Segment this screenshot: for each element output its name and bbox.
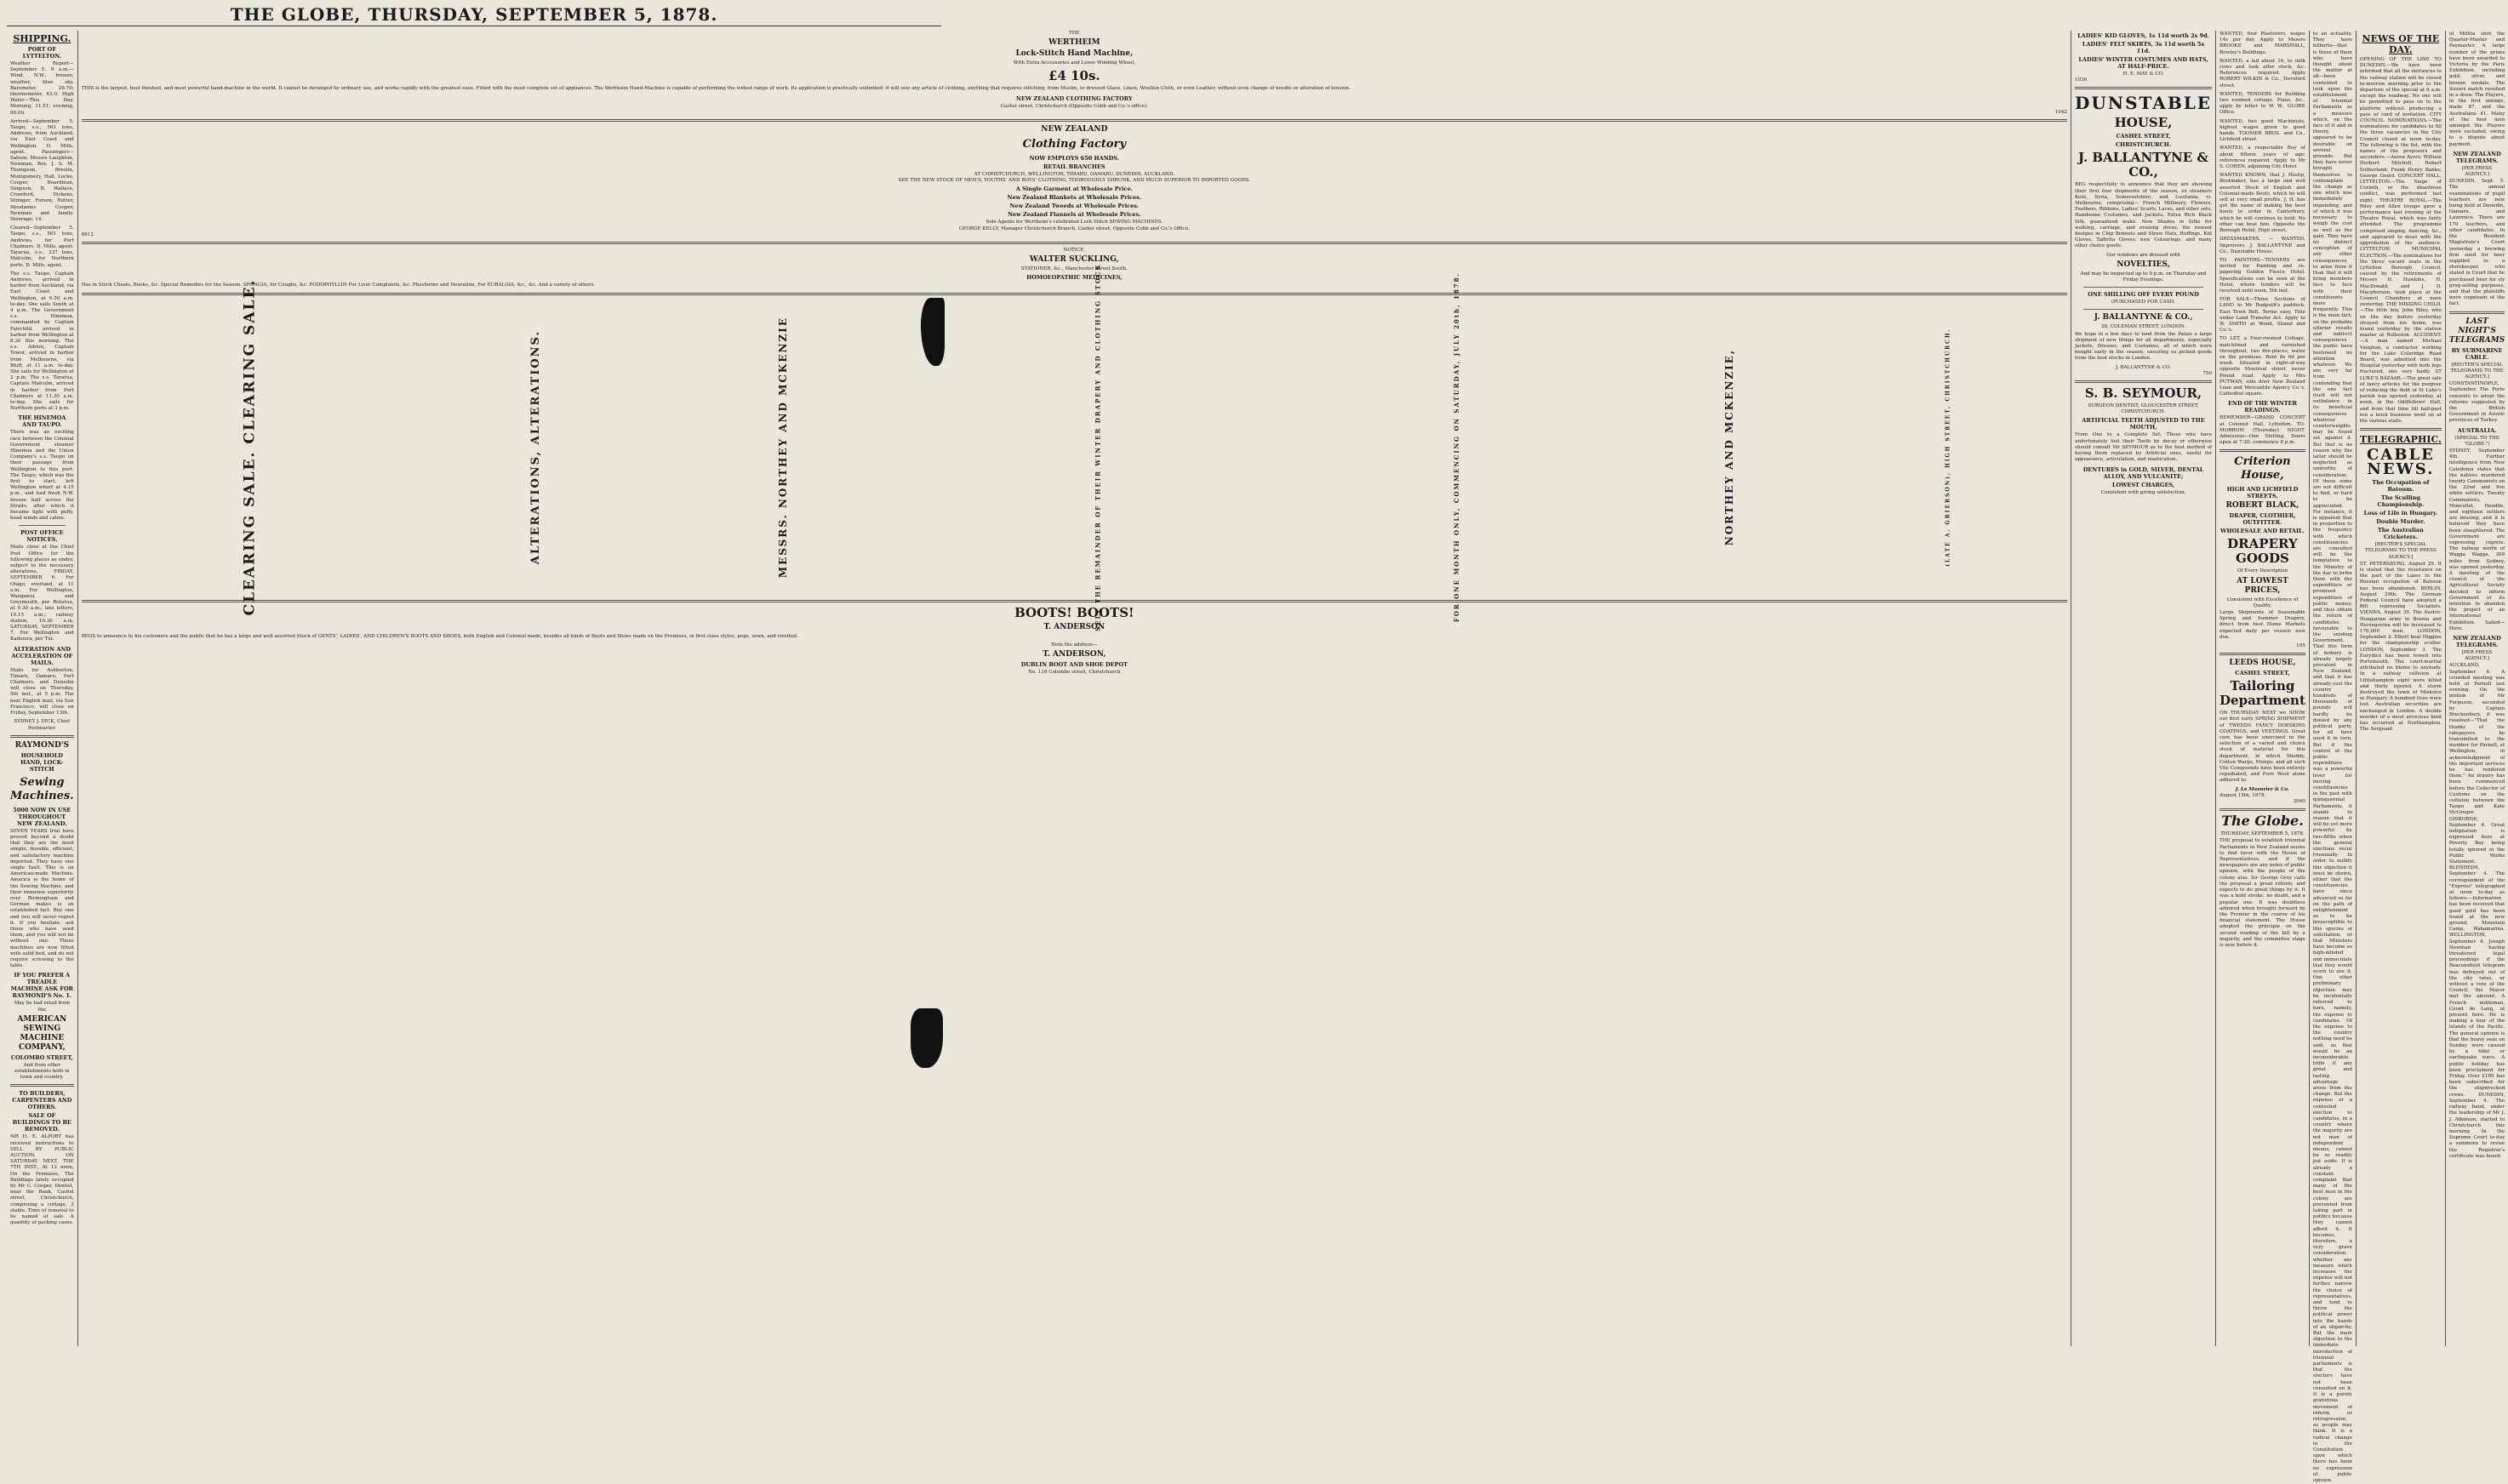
- wertheim-heading: WERTHEIM: [1048, 38, 1100, 48]
- readings-heading: END OF THE WINTER READINGS.: [2227, 400, 2297, 414]
- seymour-heading: S. B. SEYMOUR,: [2084, 385, 2202, 402]
- shipping-heading: SHIPPING.: [13, 33, 71, 44]
- classified-dressmakers: DRESSMAKERS. — WANTED, Improvers. J. BALLANTYNE and Co., Dunstable House.: [2219, 237, 2305, 254]
- divider: [2360, 428, 2442, 431]
- dentures-line: DENTURES in GOLD, SILVER, DENTAL ALLOY, AND VULCANITE;: [2082, 465, 2204, 480]
- winter-costumes: LADIES' WINTER COSTUMES AND HATS, AT HALF-PRICE.: [2078, 56, 2208, 70]
- manager-line: GEORGE KELLY, Manager Christchurch Branch, Cashel street, Opposite Cobb and Co.'s Office.: [958, 225, 1190, 231]
- paper-damage: [911, 1008, 943, 1068]
- robert-black: ROBERT BLACK,: [2225, 501, 2299, 511]
- tailoring-text: ON THURSDAY NEXT we SHOW our first early SPRING SHIPMENT of TWEEDS FANCY DOESKINS COATINGS, and VESTINGS. Great care has been exercised in the selection of a varied and choice stock of material for this department, in which Shoddy, Cotton Warps, Mungo, and all such Vile Compounds have been entirely repudiated, and Pure Wool alone adhered to.: [2219, 711, 2305, 784]
- suckling-goods: Has in Stock Cheats, Books, &c. Special Remedies for the Season. SPONGIA, for Coughs, &c. PODOPHYLLIN For Liver Complaints, &c. Phosferine and Neuraline, For EURALGIA, &c., &c. And a variety of others.: [81, 283, 596, 288]
- shilling-off: ONE SHILLING OFF EVERY POUND: [2088, 291, 2199, 299]
- hinemoa-heading: THE HINEMOA AND TAUPO.: [18, 414, 66, 429]
- news-heading: NEWS OF THE DAY.: [2362, 33, 2440, 55]
- seymour-sub: SURGEON DENTIST, GLOUCESTER STREET, CHRISTCHURCH.: [2088, 403, 2199, 415]
- masurier-number: 2040: [2293, 799, 2305, 805]
- submarine-heading: BY SUBMARINE CABLE.: [2451, 346, 2503, 361]
- blankets-line: New Zealand Blankets at Wholesale Prices.: [1007, 194, 1142, 202]
- raymond-in-use: 5000 NOW IN USE THROUGHOUT NEW ZEALAND.: [13, 806, 71, 827]
- last-night-heading: LAST NIGHT'S TELEGRAMS: [2448, 317, 2505, 345]
- boots-heading: BOOTS! BOOTS!: [1014, 604, 1134, 620]
- column-2: [77, 31, 2071, 1346]
- ballantyne-signature: J. BALLANTYNE & CO.: [2115, 364, 2172, 370]
- divider: [82, 600, 2067, 602]
- column-4: [2215, 31, 2309, 1346]
- leeds-heading: LEEDS HOUSE,: [2229, 659, 2296, 668]
- palais-text: We hope in a few days to land from the Palais a large shipment of new things for all departments, especially Jackets, Dresses, and Costumes, all of which were bought early in the season, ensuring us picked goods from the best stocks in London.: [2075, 331, 2213, 362]
- wertheim-text: THIS is the largest, best finished, and most powerful hand-machine in the world. It cannot be deranged by ordinary use, and works rapidly with the greatest ease. Fitted with the most complete set of appliances. The Wertheim Hand-Machine is capable of performing the widest range of work. Its application is practically unlimited: it will sew any article of clothing, anything that requires stitching, from Muslin, to dressed Glace, Linen, Woollen Cloth, or even Leather, without even change of needle or alteration of tension.: [81, 86, 1351, 92]
- anderson-note: Note the address—: [1051, 642, 1098, 648]
- novelties-heading: NOVELTIES,: [2117, 260, 2170, 269]
- builders-heading: TO BUILDERS, CARPENTERS AND OTHERS.: [12, 1090, 72, 1111]
- anderson-heading: T. ANDERSON: [1043, 622, 1105, 631]
- teeth-heading: ARTIFICIAL TEETH ADJUSTED TO THE MOUTH,: [2082, 417, 2205, 431]
- classified-painters: TO PAINTERS—TENDERS are invited for Painting and re-papering Golden Fleece Hotel. Specifications can be seen at the Hotel, where tenders will be received until noon, 5th inst.: [2219, 257, 2305, 294]
- masurier-date: August 15th, 1878.: [2219, 792, 2266, 798]
- cable-headline: The Sculling Championship.: [2377, 494, 2425, 509]
- wertheim-price: £4 10s.: [1048, 68, 1100, 84]
- readings-text: REMEMBER—GRAND CONCERT at Colonist Hall, Lyttelton. TO-MORROW (Thursday) NIGHT. Admission—One Shilling. Doors open at 7.20; commence 8 p.m.: [2219, 415, 2305, 446]
- lowest-charges: LOWEST CHARGES,: [2111, 481, 2175, 488]
- column-5: [2309, 31, 2356, 1483]
- anderson-address: No. 116 Colombo street, Christchurch: [1028, 670, 1121, 676]
- classified-wanted: WANTED, a lad about 16, to milk cows and look after stock, &c. References required. Apply ROBERT WILKIN & Co., Hereford street.: [2219, 58, 2305, 88]
- telegraphic-heading: TELEGRAPHIC.: [2359, 434, 2442, 446]
- alteration-text: Mails for Ashburton, Timaru, Oamaru, Port Chalmers, and Dunedin will close on Thursday, 5th inst., at 5 p.m. The next English mail, via San Francisco, will close on Friday, September 13th.: [10, 667, 74, 716]
- weather-report: Weather Report—September 5. 9 a.m.—Wind, N.W., breeze; weather, blue sky. Barometer, 29.70; thermometer, 63.0. High Water—This Day. Morning, 11.51; evening, 00.00.: [10, 61, 74, 116]
- treadle-note: IF YOU PREFER A TREADLE MACHINE ASK FOR RAYMOND'S No. 1.: [10, 972, 73, 1000]
- cleared-list: Cleared—September 5. Taupo, s.s., 561 tons, Andrews, for Port Chalmers. D. Mills, agent. Tararua, s.s., 337 tons, Malcolm, for Northern ports. D. Mills, agent.: [10, 225, 74, 268]
- dunstable-heading: DUNSTABLE: [2075, 93, 2213, 114]
- divider: [82, 293, 2067, 295]
- may-signature: H. E. MAY & CO.: [2122, 71, 2164, 77]
- divider: [82, 242, 2067, 244]
- constantinople-text: CONSTANTINOPLE, September. The Porte consents to adopt the reforms suggested by the British Government in Asiatic provinces of Turkey.: [2448, 381, 2505, 424]
- classified-wanted: WANTED, a respectable Boy of about fifteen years of age; references required. Apply to Mr S. COHEN, adjoining City Hotel.: [2219, 146, 2305, 170]
- shipping-news: The s.s. Taupo, Captain Andrews, arrived in harbor from Auckland, via East Coast and Wellington, at 6.50 a.m. to-day. She sails South at 4 p.m. The Government s.s. Hinemoa, commanded by Captain Fairchild, arrived in harbor from Wellington at 8.30 this morning. The s.s. Albion, Captain Tower, arrived in harbor from Melbourne, via Bluff, at 11 a.m. to-day. She sails for Wellington at 2 p.m. The s.s. Tararua, Captain Malcolm, arrived in harbor from Port Chalmers at 11.30 a.m. to-day. She sails for Northern ports at 3 p.m.: [10, 271, 74, 412]
- divider: [2075, 87, 2212, 89]
- classified-wanted: WANTED, two good Machinists, highest wages given to good hands. TOOMER BROS. and Co., Lichfield street.: [2219, 118, 2305, 143]
- anderson-text: BEGS to announce to his customers and the public that he has a large and well assorted Stock of GENTS', LADIES', AND CHILDREN'S BOOTS AND SHOES, both English and Colonial made, besides all kinds of Boots and Shoes made on the Premises, in first-class styles, pegs, sewn, and rivetted.: [81, 633, 798, 639]
- tailoring-heading: Tailoring Department: [2219, 678, 2305, 709]
- masthead: THE GLOBE, THURSDAY, SEPTEMBER 5, 1878.: [230, 4, 718, 25]
- news-text: OPENING OF THE LINE TO DUNEDIN.—We have been informed that all the entrances to the railway station will be closed to-morrow morning prior to the departure of the special at 6 a.m. except the roadway. No one will be permitted to pass on to the platform without producing a pass or card of invitation. CITY COUNCIL NOMINATIONS.—The nominations for candidates to fill the three vacancies in the City Council closed at noon to-day. The following is the list, with the names of the proposers and seconders.—Aaron Ayers; William Herbert Mitchell, Robert Sutherland; Frank Henry Banks; George Gould. CONCERT HALL, LYTTELTON.—The Siege of Corinth, or the disastrous conflict, was performed last night. THEATRE ROYAL.—The Riley and Allen troupe gave a performance last evening at the Theatre Royal, which was fairly attended. The programme comprised singing, dancing, &c., and appeared to meet with the approbation of the audience. LYTTELTON MUNICIPAL ELECTION.—The nominations for the three vacant seats in the Lyttelton Borough Council, caused by the retirements of Messrs H. Hawkins, H. MacDonald, and J. D. Macpherson, took place at the Council Chambers at noon yesterday. THE MISSING CHILD.—The little boy, John Riley, who on the day before yesterday strayed from his home, was found yesterday by the station master at Rolleston. ACCIDENT.—A man named Michael Vaughan, a contractor working for the Lake Coleridge Road Board, was admitted into the Hospital yesterday with both legs fractured, one very badly. ST LUKE'S BAZAAR.—The great sale of fancy articles for the purpose of reducing the debt of St Luke's parish was opened yesterday, at noon, in the Oddfellows' Hall, and from that time till half-past ten a brisk business went on at the various stalls.: [2359, 57, 2442, 424]
- classified-wanted: WANTED KNOWN, that J. Heslip, Bootmaker, has a large and well assorted Stock of English and Colonial-made Boots, which he will sell at very small profits. J. H. has got the name of making the best boots to order in Canterbury, which he will continue to hold. No other can beat him. Opposite the Borough Hotel, High street.: [2219, 173, 2305, 234]
- column-6: [2356, 31, 2445, 1346]
- globe-date: THURSDAY, SEPTEMBER 5, 1878.: [2220, 831, 2305, 837]
- company-address: COLOMBO STREET,: [10, 1053, 73, 1061]
- divider: [2219, 653, 2305, 655]
- notice-label: NOTICE.: [1063, 248, 1086, 254]
- raymond-heading: RAYMOND'S: [14, 740, 70, 750]
- divider: [2075, 380, 2212, 383]
- classified-for-sale: FOR SALE—Three Sections of LAND in Mr Rudputh's paddock, East Town Belt. Terms easy. Title under Land Transfer Act. Apply to W. SMITH at Wood, Shand and Co.'s.: [2219, 297, 2305, 334]
- special-globe-note: (SPECIAL TO THE "GLOBE."): [2454, 435, 2499, 447]
- ballantyne-number: 750: [2202, 370, 2213, 376]
- company-intro: May be had retail from the: [14, 1001, 70, 1013]
- divider: [2083, 309, 2203, 310]
- divider: [19, 525, 66, 526]
- press-agency-note-2: [PER PRESS AGENCY.]: [2461, 650, 2493, 662]
- sewing-company: AMERICAN SEWING MACHINE COMPANY,: [17, 1014, 67, 1052]
- editorial-text: THE proposal to establish triennial Parliaments in New Zealand seems to find favor with the House of Representatives, and if the newspapers are any index of public opinion, with the people of the colony also. Sir George Grey calls the proposal a great reform, and expects to do great things by it. It was a bold stroke, no doubt, and a popular one. It was doubtless admired when brought forward by the Premier in the course of his financial statement. The House adopted the principle on the second reading of the bill by a majority, and the committee stage is now before it.: [2219, 838, 2305, 948]
- divider: [2219, 449, 2305, 452]
- may-number: 1036: [2075, 77, 2088, 83]
- lowest-prices: AT LOWEST PRICES,: [2237, 576, 2288, 595]
- anderson-name: T. ANDERSON,: [1043, 650, 1106, 659]
- drapery-heading: DRAPERY GOODS: [2227, 536, 2298, 567]
- inspected-text: And may be inspected up to 9 p.m. on Thursday and Friday Evenings.: [2080, 271, 2207, 283]
- globe-heading: The Globe.: [2221, 813, 2304, 830]
- post-office-text: Mails close at the Chief Post Office for the following places as under, subject to the necessary alterations. FRIDAY, SEPTEMBER 6. For Otago, overland, at 11 a.m. For Wellington, Wanganui, and Greymouth, per Rotorua, at 9.30 a.m.; late letters, 10.15 a.m.; railway station, 10.30 a.m. SATURDAY, SEPTEMBER 7. For Wellington and Kaikoura, per Tui.: [10, 545, 74, 642]
- cable-headline: Loss of Life in Hungary.: [2363, 510, 2438, 517]
- cable-text: ST. PETERSBURG, August 29. It is stated that the resistance on the part of the Lazes to the Russian occupation of Batoum has been abandoned. BERLIN, August 29th. The German Federal Council have adopted a Bill repressing Socialists. VIENNA, August 30. The Austro-Hungarian army in Bosnia and Herzegovina will be increased to 170,000 men. LONDON, September 2. Elliott beat Higgins for the championship sculler. LONDON, September 3. The Eurydice has been towed into Portsmouth. The court-martial attributed no blame to anybody. In a railway collision at Littlehampton eight were killed and thirty injured. A storm destroyed the town of Miskolcz in Hungary. A hundred lives were lost. Australian securities are unchanged in London. A double murder of a most atrocious kind has occurred at Northampton. The Sergeant: [2359, 561, 2442, 733]
- sewing-machines-title: Sewing Machines.: [10, 775, 74, 802]
- column-7: [2445, 31, 2508, 1346]
- leeds-address: CASHEL STREET,: [2235, 670, 2290, 677]
- northey-address: (LATE A. GRIERSON), HIGH STREET, CHRISTCHURCH.: [1945, 328, 1951, 567]
- new-stock: SEE THE NEW STOCK OF MEN'S, YOUTHS' AND BOYS' CLOTHING, THOROUGHLY SHRUNK, AND MUCH SUPERIOR TO IMPORTED GOODS.: [898, 178, 1251, 184]
- clearing-sale-title: CLEARING SALE. CLEARING SALE.: [241, 278, 259, 616]
- criterion-heading: Criterion House,: [2234, 455, 2291, 482]
- classified-wanted: WANTED, four Plasterers, wages 14s per day. Apply to Messrs BROOKE and MARSHALL, Rowley's Buildings.: [2219, 31, 2305, 55]
- purchased-for-cash: (PURCHASED FOR CASH.: [2111, 300, 2176, 305]
- sole-agents: Sole Agents for Wertheim's celebrated Lock Stitch SEWING MACHINES.: [985, 220, 1163, 225]
- ballantyne-text: BEG respectfully to announce that they are showing their first four shipments of the season, ex steamers Kent, Syria, Somersetshire, and Lusitania, vi. Melbourne, comprising— French Millinery, Flowers, Feathers, Ribbons, Ladies' Scarfs, Laces, and other sets; Handsome Costumes, and Jackets, Extra Rich Black Silk, guaranteed make. New Shades in Silks for walking, carriage, and evening dress; the newest designs in Chip Bonnets and Straw Hats, Ruffings, Kid Gloves, Taffetta Gloves; new Colourings, and many other choice goods.: [2075, 182, 2213, 249]
- messrs-title: MESSRS. NORTHEY AND MCKENZIE: [776, 317, 789, 579]
- wholesale-line: A Single Garment at Wholesale Price.: [1015, 186, 1133, 193]
- clothing-factory-title: Clothing Factory: [1022, 138, 1127, 151]
- sell-text: SELL THE REMAINDER OF THEIR WINTER DRAPERY AND CLOTHING STOCK: [1094, 263, 1102, 631]
- masurier-signature: J. Le Masurier & Co.: [2235, 786, 2290, 792]
- wertheim-extra: With Extra Accessories and Loose Winding Wheel,: [1013, 60, 1135, 66]
- australia-text: SYDNEY, September 4th. Further intelligence from New Caledonia states that the natives murdered twenty Communists on the 22nd and five white settlers. Twenty Communists, Moncellet, Hendlie, and eighteen settlers are missing, and it is believed they have been slaughtered. The Government are expressing regrets. The railway worth of Wagga Wagga, 309 miles from Sydney, was opened yesterday. A meeting of the council of the Agricultural Society decided to inform Government of its intention to abandon the project of an International Exhibition. Sailed—Hero.: [2448, 448, 2505, 631]
- criterion-address: HIGH AND LICHFIELD STREETS.: [2226, 486, 2299, 500]
- coleman-street: 28, COLEMAN STREET, LONDON.: [2101, 324, 2185, 330]
- house-heading: HOUSE,: [2114, 115, 2173, 131]
- windows-text: Our windows are dressed with: [2106, 252, 2180, 258]
- divider: [10, 1084, 74, 1087]
- divider: [2449, 311, 2505, 314]
- ballantyne-heading: J. BALLANTYNE & CO.,: [2078, 150, 2208, 180]
- reuter-note: [REUTER'S SPECIAL TELEGRAMS TO THE AGENCY.]: [2450, 362, 2504, 380]
- column-3: [2071, 31, 2215, 1346]
- suckling-heading: WALTER SUCKLING,: [1029, 255, 1119, 265]
- new-zealand-heading: NEW ZEALAND: [1041, 125, 1108, 134]
- homoeopathic-heading: HOMOEOPATHIC MEDICINES,: [1026, 274, 1123, 282]
- raymond-text: SEVEN YEARS trial have proved beyond a doubt that they are the most simple, durable, efficient, and satisfactory machine imported. They have one single fault. This is an American-made Machine. America is the home of the Sewing Machine, and their immense superiority over Birmingham and German makes is an established fact. Buy one and you will never regret it. If you hesitate, ask those who have used them, and you will not be without one. These machines are now fitted with solid bed, and do not require screwing to the table.: [10, 828, 74, 969]
- nz-telegrams-text: DUNEDIN, Sept. 5. The annual examinations of pupil teachers are now being held at Dunedin, Oamaru, and Lawrence. There are 170 teachers, and other candidates. In the Resident Magistrate's Court yesterday a brewing firm sued for beer supplied to a storekeeper, who stated in Court that he purchased beer for sly grog-selling purposes, and that the plaintiffs were cognisant of the fact.: [2448, 179, 2505, 307]
- column-1: [7, 31, 77, 1346]
- nz-telegrams-text-2: AUCKLAND, September 4. A crowded meeting was held at Parnell last evening. On the motion of Mr Ferguson, seconded by Captain Breckenbury, it was resolved—"That the thanks of the ratepayers be transmitted to the member for Parnell, at Wellington, in acknowledgment of the important services he has rendered them." An inquiry has been commenced before the Collector of Customs on the collision between the Taupo and Kate McGregor. GISBORNE, September 4. Great indignation is expressed here at Poverty Bay being totally ignored in the Public Works Statement. BLENHEIM, September 4. The correspondent of the "Express" telegraphed at noon to-day as follows:—Information has been received that good gold has been found at the new ground, Mountain Camp, Wakamarina. WELLINGTON, September 4. Joseph Newman having threatened legal proceedings if the Beaconsfield telegram was defrayed out of the city rates, or without a vote of the Council, the Mayor met the amount. A French nobleman, Count de Lang, at present here. He is making a tour of the islands of the Pacific. The general opinion is that the heavy seas on Sunday were caused by a tidal or earthquake wave. A public holiday has been proclaimed for Friday. Over £100 has been subscribed for the shipwrecked crews. DUNEDIN, September 4. The railway band, under the leadership of Mr J. J. Atkinson, started to Christchurch this morning. In the Supreme Court to-day a summons to revise the Registrar's certificate was heard.: [2448, 663, 2505, 1159]
- nz-clothing-heading: NEW ZEALAND CLOTHING FACTORY: [1016, 94, 1133, 102]
- flannels-line: New Zealand Flannels at Wholesale Prices.: [1008, 211, 1141, 219]
- tweeds-line: New Zealand Tweeds at Wholesale Prices.: [1009, 203, 1140, 210]
- postmaster-signature: SYDNEY J. DICK, Chief Postmaster.: [14, 719, 71, 731]
- raymond-sub: HOUSEHOLD HAND, LOCK-STITCH: [20, 751, 64, 773]
- shipments-text: Large Shipments of Seasonable Spring and Summer Drapery, direct from best Home Markets expected daily per vessels now due.: [2219, 610, 2305, 640]
- divider: [82, 119, 2067, 122]
- quality-line: Consistent with Excellence of Quality.: [2226, 596, 2299, 608]
- criterion-number: 105: [2296, 643, 2305, 649]
- ballantyne-london: J. BALLANTYNE & CO.,: [2094, 313, 2193, 322]
- cashel-street: CASHEL STREET,: [2116, 133, 2171, 140]
- nz-telegrams-heading: NEW ZEALAND TELEGRAMS.: [2453, 150, 2501, 164]
- cable-news-heading: CABLE NEWS.: [2366, 446, 2435, 479]
- branches-heading: RETAIL BRANCHES: [1043, 163, 1105, 171]
- divider: [2219, 808, 2305, 811]
- australia-heading: AUSTRALIA.: [2457, 426, 2497, 434]
- anderson-shop: DUBLIN BOOT AND SHOE DEPOT: [1020, 661, 1128, 669]
- draper-line: DRAPER, CLOTHIER, OUTFITTER.: [2229, 512, 2296, 527]
- nz-telegrams-heading-2: NEW ZEALAND TELEGRAMS.: [2453, 635, 2501, 649]
- nz-clothing-number: 1042: [2054, 109, 2067, 115]
- manager-number: 6612: [81, 231, 94, 237]
- employs-text: NOW EMPLOYS 650 HANDS.: [1029, 155, 1120, 163]
- company-note: And from other establishments both in town and country.: [14, 1062, 70, 1081]
- every-description: Of Every Description: [2237, 568, 2288, 574]
- teeth-text: From One to a Complete Set. Those who have unfortunately lost their Teeth by decay or otherwise should consult Mr SEYMOUR as to the best method of having them replaced by Artificial ones, useful for appearance, articulation, and mastication.: [2075, 432, 2213, 463]
- wholesale-retail: WHOLESALE AND RETAIL.: [2220, 528, 2305, 535]
- builders-text: MR H. E. ALPORT has received instructions to SELL BY PUBLIC AUCTION, ON SATURDAY NEXT, THE 7TH INST., At 12 noon, On the Premises, The Buildings lately occupied by Mr C. Cooper, Dentist, near the Bank, Cashel street, Christchurch, comprising a cottage, 3 stable. Time of removal to be named at sale. A quantity of packing cases.: [10, 1134, 74, 1226]
- wertheim-the: THE: [1068, 31, 1080, 36]
- kid-gloves: LADIES' KID GLOVES, 1s 11d worth 2s 9d.: [2077, 32, 2209, 39]
- post-office-heading: POST OFFICE NOTICES.: [20, 529, 64, 544]
- arrived-list: Arrived—September 5. Taupo, s.s., 561 tons, Andrews, from Auckland, via East Coast and Wellington. D. Mills, agent. Passengers—Saloon: Messrs Laughton, Newman, Rev. J. S. M. Thompson, Breslin, Montgomery, Hall, Locke, Cooper, Boardman, Simpson, B. Wallace, Crawford, Dickens, Stringer, Forson, Rutter, Mesdames Cooper, Newman and family. Steerage: 14.: [10, 118, 74, 223]
- cable-headline: Double Murder.: [2376, 518, 2425, 526]
- nz-clothing-address: Cashel street, Christchurch (Opposite Cobb and Co.'s office).: [1000, 103, 1149, 109]
- classified-wanted: WANTED, TENDERS for Building two roomed cottage. Plans, &c., apply by letter to W. W., GLOBE Office.: [2219, 91, 2305, 116]
- cable-headline: The Occupation of Batoum.: [2372, 479, 2430, 494]
- felt-skirts: LADIES' FELT SKIRTS, 3s 11d worth 5s 11d.: [2082, 41, 2205, 54]
- consistent-line: Consistent with giving satisfaction.: [2100, 489, 2186, 495]
- alteration-heading: ALTERATION AND ACCELERATION OF MAILS.: [11, 645, 73, 666]
- divider: [10, 735, 74, 738]
- northey-title: NORTHEY AND MCKENZIE,: [1723, 348, 1736, 546]
- builders-sub: SALE OF BUILDINGS TO BE REMOVED.: [12, 1112, 71, 1133]
- hinemoa-text: There was an exciting race between the Colonial Government steamer Hinemoa and the Union Company's s.s. Taupo on their passage from Wellington to this port. The Taupo, which was the first to start, left Wellington wharf at 4.15 p.m., and had fresh N.W. breeze half across the Straits, after which it became light with puffy, head winds and calms.: [10, 430, 74, 522]
- cable-note: [REUTER'S SPECIAL TELEGRAMS TO THE PRESS AGENCY.]: [2364, 542, 2437, 560]
- cable-text-continued: of Militia shot the Quarter-Master and Paymaster. A large number of the prizes have been awarded to Victoria by the Paris Exhibition, including gold, silver, and bronze medals. The Sussex match resulted in a draw. The Players, in the first innings, made 87, and the Australians 41. Many of the best men amongst the Players were excluded, owing to a dispute about payment.: [2448, 31, 2505, 147]
- alterations-title: ALTERATIONS, ALTERATIONS.: [528, 330, 542, 565]
- divider: [2083, 287, 2203, 288]
- cable-headline: The Australian Cricketers.: [2377, 527, 2424, 541]
- port-heading: PORT OF LYTTELTON.: [22, 46, 62, 60]
- wertheim-sub: Lock-Stitch Hand Machine,: [1015, 49, 1134, 59]
- columns: [7, 31, 2505, 1483]
- one-month-text: FOR ONE MONTH ONLY, COMMENCING ON SATURDAY, JULY 20th, 1878.: [1453, 272, 1461, 623]
- press-agency-note: [PER PRESS AGENCY.]: [2461, 165, 2493, 178]
- branches-list: AT CHRISTCHURCH, WELLINGTON, TIMARU, OAMARU, DUNEDIN, AUCKLAND.: [974, 172, 1175, 178]
- editorial-continued: to an actuality. They have hitherto—that is those of them who have thought about the matter at all—been contented to look upon the establishment of triennial Parliaments as a measure which, on the face of it and in theory, appeared to be desirable on several grounds. But they have never brought themselves to contemplate the change as one which was immediately impending, and of which it was necessary to weigh the cost as well as the gain. They have no distinct conception of any other consequences to arise from it than that it will bring members face to face with their constituents more frequently. This is the main fact; on the probable ulterior results and indirect consequences the public have bestowed no attention whatever. We are very far from contending that the one fact itself will not outbalance in its beneficial consequences whatever counterweights may be found set against it. But that is no reason why the latter should be neglected as unworthy of consideration. Of these some are not difficult to find, or hard to be appreciated. For instance, it is apparent that in proportion to the frequency with which constituencies are consulted will be the temptation to the Ministry of the day to bribe them with the expenditure or promised expenditure of public money, and thus obtain the return of candidates favourable to the existing Government. That this form of bribery is already largely prevalent in New Zealand, and that it has already cost the country hundreds of thousands of pounds will hardly be denied by any political party, for all have used it in turn. But if the control of the public expenditure was a powerful lever for moving constituencies in the past with quinquennial Parliaments, it stands to reason that it will be yet more powerful by two-fifths when the general elections recur triennially. In order to nullify this objection it must be shown, either that the constituencies have since advanced so far on the path of enlightenment as to be insusceptible to this species of solicitation, or that Ministers have become so high-minded and immaculate that they would scorn to use it. One other preliminary objection may be incidentally referred to here, namely, the expense to candidates. Of the expense to the country nothing need be said, as that would be an inconsiderable trifle if any great and lasting advantage arose from the change. But the expense of a contested election to candidates, in a country where the majority are not men of independent means, cannot be so readily put aside. It is already a constant complaint that many of the best men in the colony are prevented from taking part in politics because they cannot afford it. It becomes, therefore, a very grave consideration whether any measure which increases the expense will not further narrow the choice of representatives, and tend to throw the political power into the hands of an oligarchy. But the main objection to the immediate introduction of triennial parliaments is that the electors have not been consulted on it. It is a purely gratuitous movement of reform or retrogression, as people may think. It is a radical change in the Constitution upon which there has been no expression of public opinion.: [2312, 31, 2352, 1483]
- christchurch-label: CHRISTCHURCH.: [2115, 141, 2172, 149]
- classified-to-let: TO LET, a Four-roomed Cottage, matchlined and varnished throughout, two fire-places, water on the premises. Rent 8s 6d per week. Situated in right-of-way opposite Montreal street, never Pound road. Apply to Mrs PUTMAN, side door New Zealand Loan and Mercantile Agency Co.'s, Cathedral square.: [2219, 336, 2305, 397]
- suckling-sub: STATIONER, &c., Manchester Street South.: [1020, 266, 1128, 272]
